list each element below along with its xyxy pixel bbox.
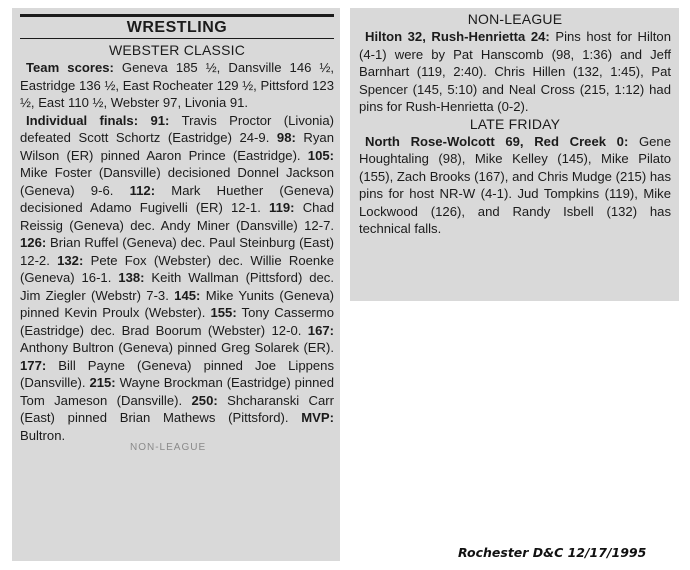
bold-label: 119: (269, 200, 295, 215)
bold-label: MVP: (301, 410, 334, 425)
bold-label: 215: (89, 375, 116, 390)
body-text: Pete Fox (Webster) dec. Willie Roenke (Geneva) 16-1. (20, 252, 335, 285)
bold-label: 145: (174, 287, 201, 303)
bold-label: 98: (276, 130, 296, 145)
late-friday-subheading: LATE FRIDAY (469, 115, 561, 132)
body-text: Wayne Brockman (Eastridge) pinned Tom Jameson (Dansville). (20, 375, 334, 408)
cutoff-heading: NON-LEAGUE (130, 442, 207, 453)
body-text: Bultron. (20, 427, 66, 443)
wrestling-column (12, 8, 340, 561)
body-text: Geneva 185 ½, Dansville 146 ½, Eastridge 136 ½, East Rocheater 129 ½, Pittsford 123 ½, East 110 ½, Webster 97, Livonia 91. (20, 60, 334, 110)
bold-label: Individual finals: 91: (26, 112, 170, 128)
nonleague-subheading: NON-LEAGUE (467, 11, 563, 27)
body-text: Gene Houghtaling (98), Mike Kelley (145), Mike Pilato (155), Zach Brooks (167), and Chris Mudge (215) has pins for host NR-W (4-1). Jud Tompkins (119), Mike Lockwood (126), and Randy Isbell (132) has technical falls. (359, 133, 671, 236)
body-text: Mike Foster (Dansville) decisioned Donnel Jackson (Geneva) 9-6. (20, 165, 334, 198)
heading-underline (20, 38, 334, 39)
nonleague-column (350, 8, 679, 301)
body-text: Travis Proctor (Livonia) defeated Scott Schortz (Eastridge) 24-9. (20, 112, 334, 145)
body-text: Chad Reissig (Geneva) dec. Andy Miner (Dansville) 12-7. (20, 200, 334, 233)
body-text: Brian Ruffel (Geneva) dec. Paul Steinburg (East) 12-2. (20, 235, 334, 268)
bold-label: 138: (118, 270, 145, 285)
body-text: Mark Huether (Geneva) decisioned Adamo Fugivelli (ER) 12-1. (20, 182, 334, 215)
north-rose-result-paragraph (359, 133, 671, 238)
bold-label: North Rose-Wolcott 69, Red Creek 0: (365, 133, 629, 149)
bold-label: 105: (307, 147, 334, 163)
body-text: Shcharanski Carr (East) pinned Brian Mathews (Pittsford). (20, 392, 334, 425)
bold-label: 126: (20, 235, 47, 250)
body-text: Mike Yunits (Geneva) pinned Kevin Proulx (Webster). (20, 287, 334, 320)
bold-label: 112: (129, 182, 156, 198)
body-text: Bill Payne (Geneva) pinned Joe Lippens (Dansville). (20, 357, 334, 390)
body-text: Keith Wallman (Pittsford) dec. Jim Ziegler (Webstr) 7-3. (20, 270, 334, 303)
team-scores-paragraph (20, 59, 334, 112)
event-subheading: WEBSTER CLASSIC (108, 42, 246, 58)
section-heading: WRESTLING (126, 19, 228, 36)
bold-label: 155: (210, 305, 237, 320)
bold-label: Hilton 32, Rush-Henrietta 24: (365, 29, 550, 44)
body-text: Tony Cassermo (Eastridge) dec. Brad Boorum (Webster) 12-0. (20, 305, 334, 338)
source-credit: Rochester D&C 12/17/1995 (458, 545, 647, 560)
body-text: Anthony Bultron (Geneva) pinned Greg Solarek (ER). (20, 340, 334, 355)
body-text: Ryan Wilson (ER) pinned Aaron Prince (Eastridge). (20, 130, 334, 163)
individual-finals-paragraph (20, 112, 334, 445)
bold-label: 250: (191, 392, 218, 408)
bold-label: Team scores: (26, 60, 114, 75)
bold-label: 167: (307, 322, 334, 338)
hilton-result-paragraph (359, 28, 671, 116)
body-text: Pins host for Hilton (4-1) were by Pat Hanscomb (98, 1:36) and Jeff Barnhart (119, 2:40). Chris Hillen (132, 1:45), Pat Spencer (145, 5:10) and Neal Cross (215, 1:12) had pins for Rush-Henrietta (0-2). (359, 29, 671, 114)
bold-label: 132: (57, 252, 84, 268)
bold-label: 177: (20, 357, 47, 373)
